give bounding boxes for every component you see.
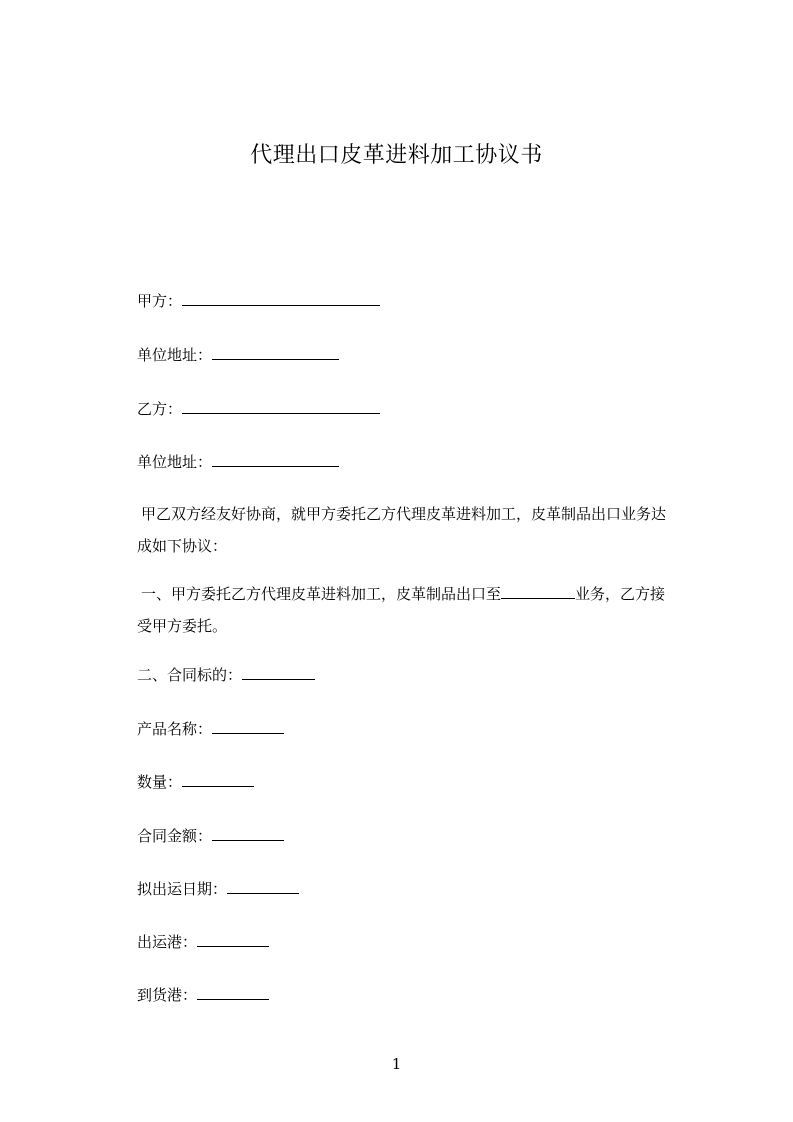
- party-a-address-line: [137, 345, 339, 365]
- destination-blank: [501, 584, 575, 599]
- port-of-destination-line: [137, 985, 269, 1005]
- quantity-blank: [182, 772, 254, 787]
- contract-amount-blank: [212, 826, 284, 841]
- party-a-line: [137, 291, 380, 311]
- port-of-shipment-line: [137, 932, 269, 952]
- contract-subject-blank: [242, 665, 315, 680]
- clause-2-line: [137, 665, 315, 685]
- party-a-label: 甲方：: [137, 292, 183, 310]
- party-a-blank: [182, 291, 380, 306]
- party-a-address-blank: [212, 345, 339, 360]
- planned-ship-date-line: [137, 879, 299, 899]
- product-name-blank: [212, 719, 284, 734]
- port-of-destination-blank: [197, 985, 269, 1000]
- page-number: 1: [391, 1055, 402, 1073]
- page-title: 代理出口皮革进料加工协议书: [250, 143, 543, 168]
- intro-paragraph: [137, 498, 705, 562]
- port-of-shipment-blank: [197, 932, 269, 947]
- clause-1-text-part1: 一、甲方委托乙方代理皮革进料加工，皮革制品出口至: [141, 585, 502, 603]
- party-b-address-blank: [212, 452, 339, 467]
- party-a-address-label: 单位地址：: [137, 346, 213, 364]
- product-name-line: [137, 719, 284, 739]
- clause-1-line-1: [137, 578, 705, 610]
- planned-ship-date-label: 拟出运日期：: [137, 880, 228, 898]
- party-b-line: [137, 399, 380, 419]
- clause-1-text-part2: 业务，乙方接: [575, 585, 666, 603]
- party-b-label: 乙方：: [137, 400, 183, 418]
- contract-amount-line: [137, 826, 284, 846]
- port-of-shipment-label: 出运港：: [137, 933, 198, 951]
- planned-ship-date-blank: [227, 879, 299, 894]
- clause-1-line-2: 受甲方委托。: [137, 617, 228, 635]
- contract-amount-label: 合同金额：: [137, 827, 213, 845]
- intro-line-1: 甲乙双方经友好协商，就甲方委托乙方代理皮革进料加工，皮革制品出口业务达: [141, 505, 667, 523]
- clause-1-paragraph: [137, 578, 705, 642]
- product-name-label: 产品名称：: [137, 720, 213, 738]
- clause-2-label: 二、合同标的：: [137, 666, 243, 684]
- intro-line-2: 成如下协议：: [137, 537, 228, 555]
- party-b-address-label: 单位地址：: [137, 453, 213, 471]
- quantity-label: 数量：: [137, 773, 183, 791]
- party-b-address-line: [137, 452, 339, 472]
- party-b-blank: [182, 399, 380, 414]
- quantity-line: [137, 772, 254, 792]
- port-of-destination-label: 到货港：: [137, 986, 198, 1004]
